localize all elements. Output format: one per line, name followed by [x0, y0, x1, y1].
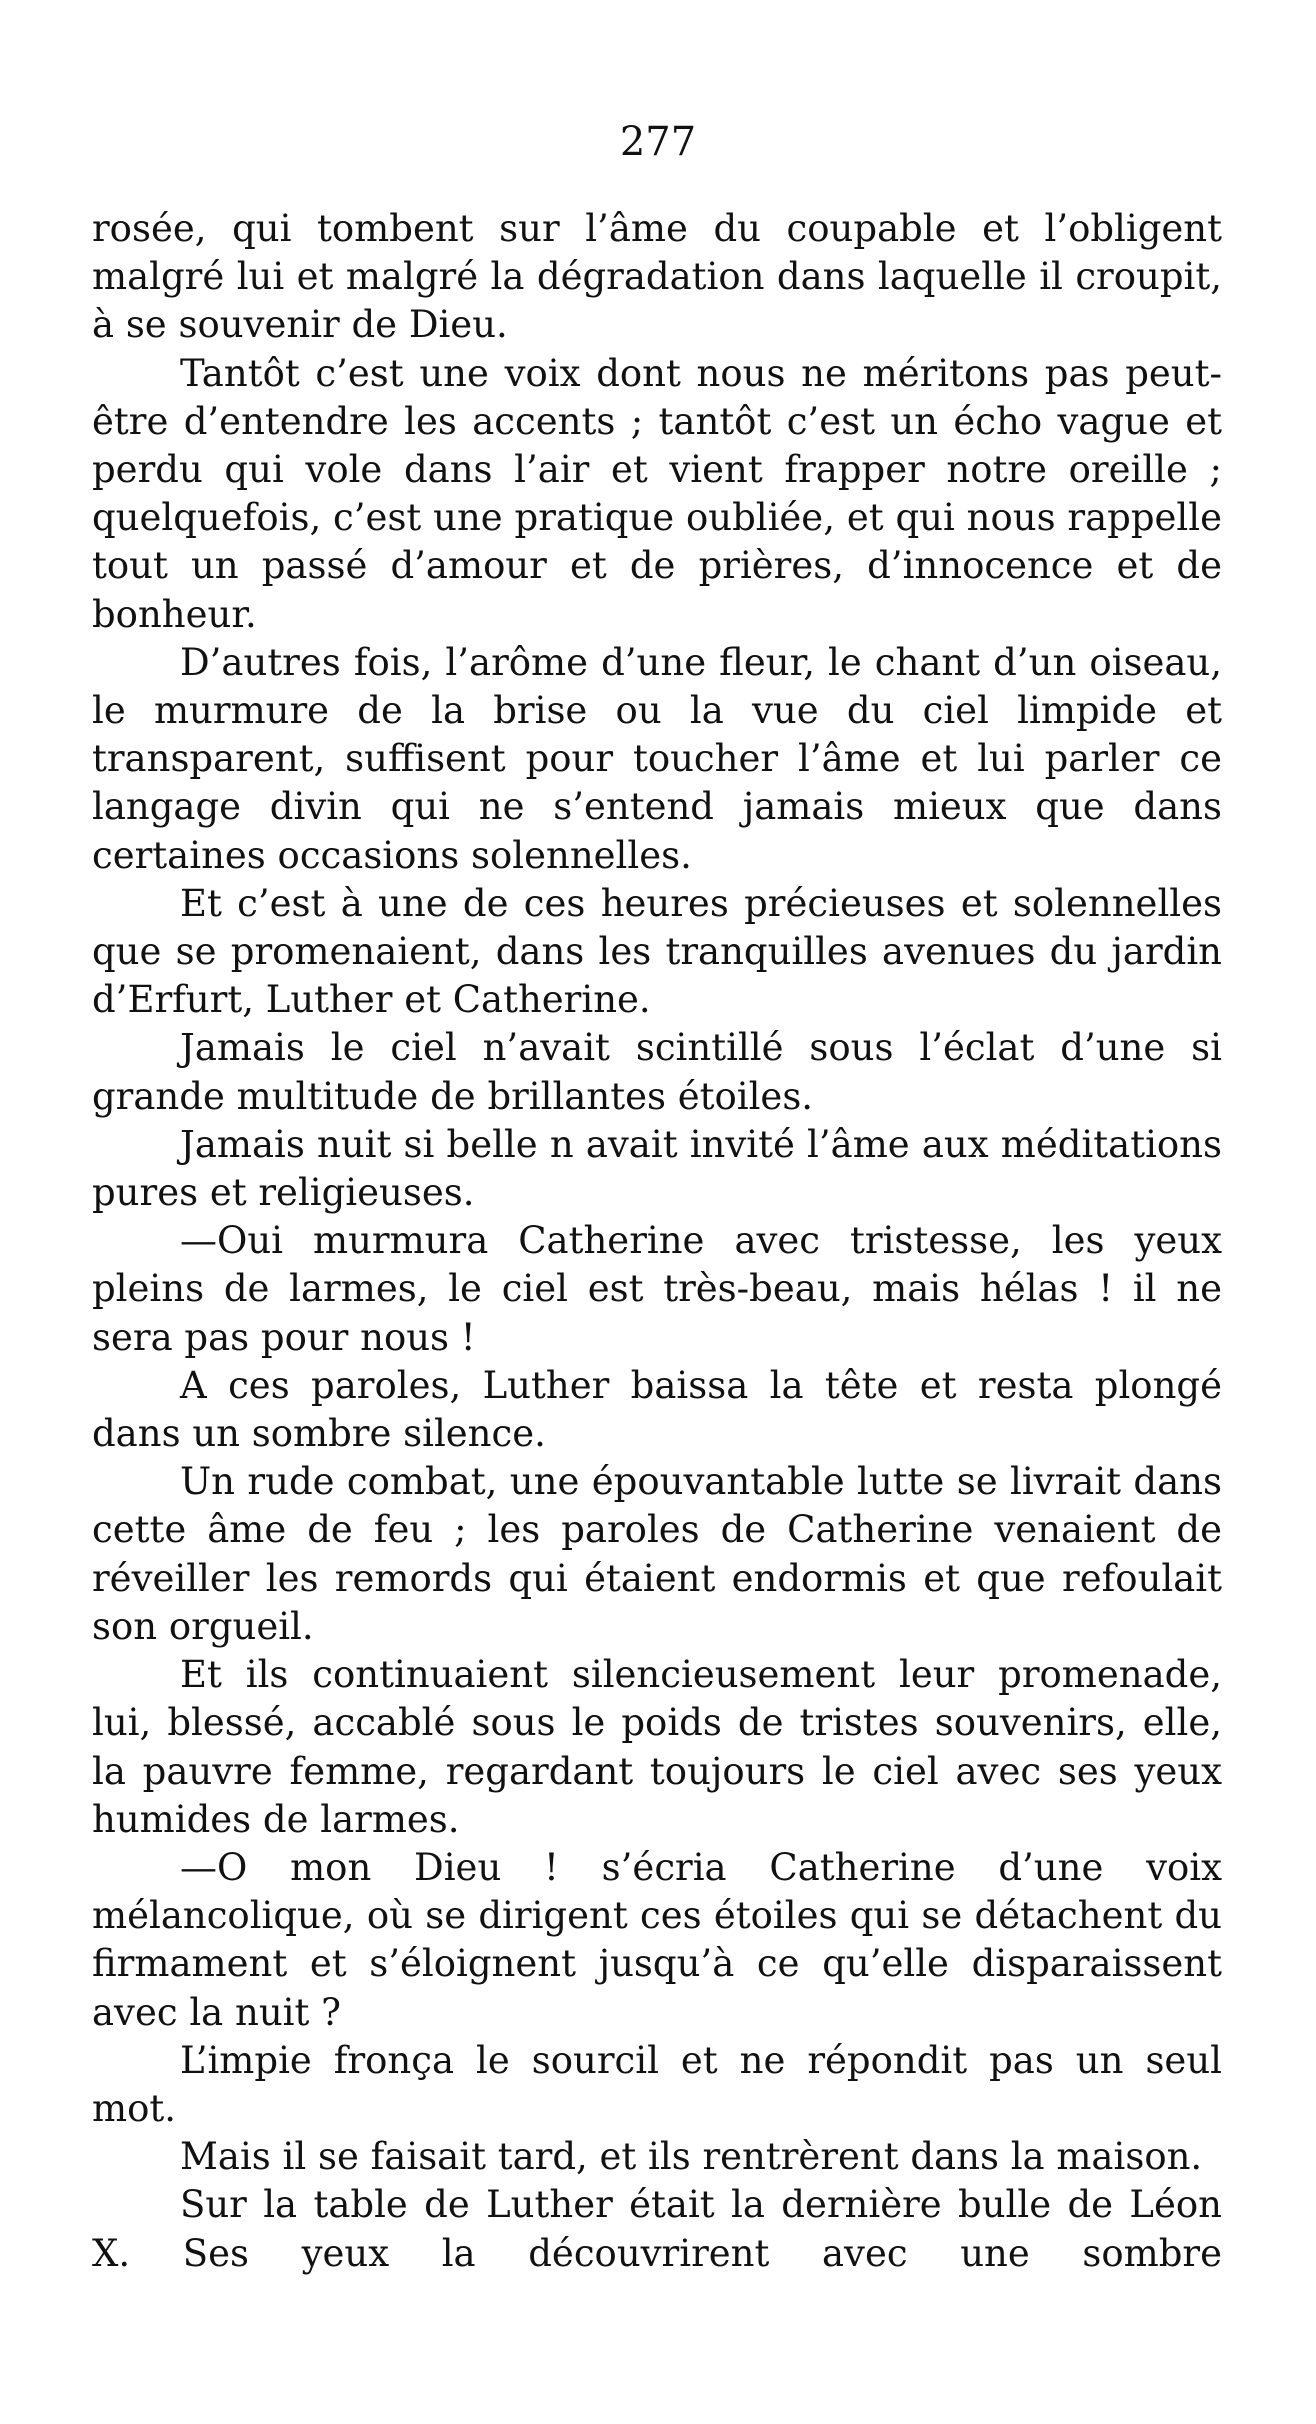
paragraph-4: Et c’est à une de ces heures précieuses et solennelles que se promenaient, dans les tranquilles avenues du jardin d’Erfurt, Luther et Catherine. [92, 881, 1222, 1022]
paragraph-10: Et ils continuaient silencieusement leur promenade, lui, blessé, accablé sous le poids de tristes souvenirs, elle, la pauvre femme, regardant toujours le ciel avec ses yeux humides de larmes. [92, 1653, 1222, 1841]
paragraph-9: Un rude combat, une épouvantable lutte se livrait dans cette âme de feu ; les paroles de Catherine venaient de réveiller les remords qui étaient endormis et que refoulait son orgueil. [92, 1460, 1222, 1648]
paragraph-3: D’autres fois, l’arôme d’une fleur, le chant d’un oiseau, le murmure de la brise ou la vue du ciel limpide et transparent, suffisent pour toucher l’âme et lui parler ce langage divin qui ne s’entend jamais mieux que dans certaines occasions solennelles. [92, 640, 1222, 877]
body-text [92, 205, 1222, 2278]
paragraph-1: rosée, qui tombent sur l’âme du coupable et l’obligent malgré lui et malgré la dégradation dans laquelle il croupit, à se souvenir de Dieu. [92, 207, 1222, 347]
paragraph-13: Mais il se faisait tard, et ils rentrèrent dans la maison. [180, 2135, 1203, 2179]
paragraph-14: Sur la table de Luther était la dernière bulle de Léon X. Ses yeux la découvrirent avec une sombre [92, 2183, 1222, 2275]
paragraph-2: Tantôt c’est une voix dont nous ne méritons pas peut-être d’entendre les accents ; tantôt c’est un écho vague et perdu qui vole dans l’air et vient frapper notre oreille ; quelquefois, c’est une pratique oubliée, et qui nous rappelle tout un passé d’amour et de prières, d’innocence et de bonheur. [92, 351, 1222, 636]
paragraph-11: —O mon Dieu ! s’écria Catherine d’une voix mélancolique, où se dirigent ces étoiles qui se détachent du firmament et s’éloignent jusqu’à ce qu’elle disparaissent avec la nuit ? [92, 1845, 1222, 2034]
paragraph-12: L’impie fronça le sourcil et ne répondit pas un seul mot. [92, 2038, 1222, 2130]
paragraph-6: Jamais nuit si belle n avait invité l’âme aux méditations pures et religieuses. [92, 1122, 1222, 1215]
paragraph-7: —Oui murmura Catherine avec tristesse, les yeux pleins de larmes, le ciel est très-beau, mais hélas ! il ne sera pas pour nous ! [92, 1219, 1222, 1359]
page-number: 277 [619, 119, 697, 165]
paragraph-8: A ces paroles, Luther baissa la tête et resta plongé dans un sombre silence. [92, 1363, 1222, 1456]
paragraph-5: Jamais le ciel n’avait scintillé sous l’éclat d’une si grande multitude de brillantes étoiles. [92, 1026, 1222, 1118]
